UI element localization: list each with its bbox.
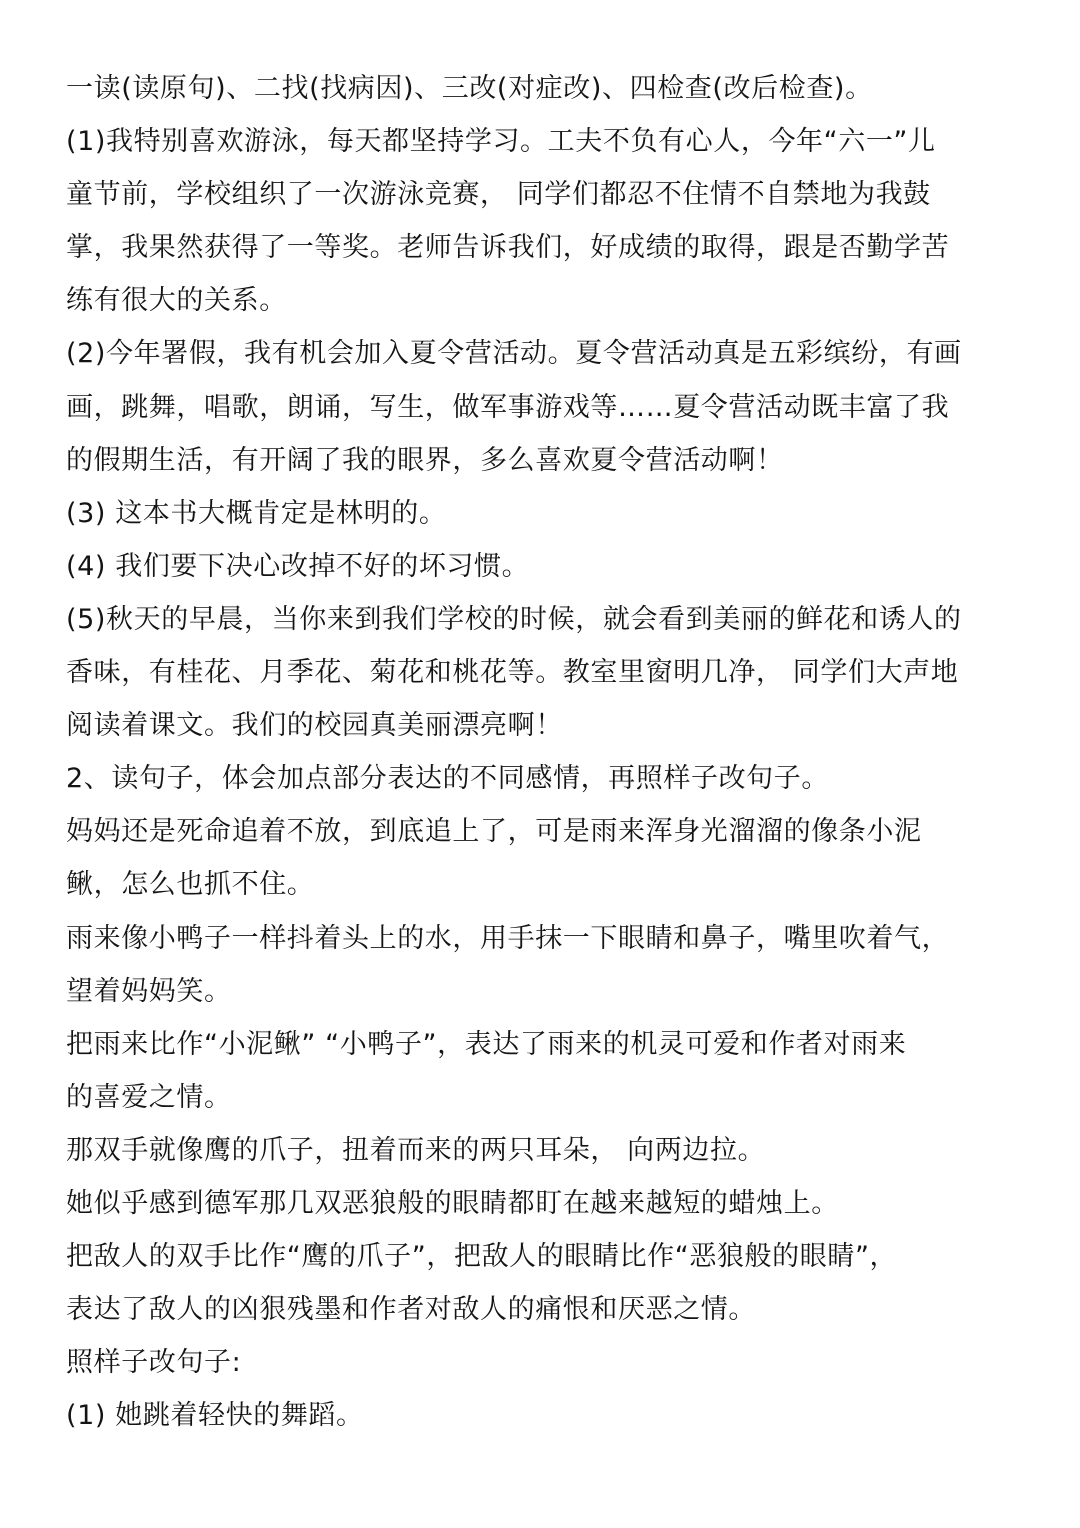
text-line: 画，跳舞，唱歌，朗诵，写生，做军事游戏等……夏令营活动既丰富了我	[66, 391, 950, 423]
text-line: 阅读着课文。我们的校园真美丽漂亮啊！	[66, 710, 563, 742]
text-line: 她似乎感到德军那几双恶狼般的眼睛都盯在越来越短的蜡烛上。	[66, 1187, 839, 1219]
document-text	[66, 62, 1016, 1442]
text-line: 的假期生活，有开阔了我的眼界，多么喜欢夏令营活动啊！	[66, 444, 784, 476]
text-line: 一读(读原句)、二找(找病因)、三改(对症改)、四检查(改后检查)。	[66, 73, 873, 104]
text-line: 把雨来比作“小泥鳅” “小鸭子”，表达了雨来的机灵可爱和作者对雨来	[66, 1028, 907, 1060]
text-line: 掌，我果然获得了一等奖。老师告诉我们，好成绩的取得，跟是否勤学苦	[66, 232, 950, 264]
text-line: (4) 我们要下决心改掉不好的坏习惯。	[66, 550, 530, 582]
text-line: 那双手就像鹰的爪子，扭着而来的两只耳朵， 向两边拉。	[66, 1134, 766, 1166]
text-line: 表达了敌人的凶狠残墨和作者对敌人的痛恨和厌恶之情。	[66, 1294, 756, 1326]
text-line: 妈妈还是死命追着不放，到底追上了，可是雨来浑身光溜溜的像条小泥	[66, 816, 922, 848]
text-line: (2)今年署假，我有机会加入夏令营活动。夏令营活动真是五彩缤纷，有画	[66, 338, 962, 370]
text-line: 望着妈妈笑。	[66, 975, 232, 1007]
text-line: 练有很大的关系。	[66, 285, 287, 317]
text-line: 香味，有桂花、月季花、菊花和桃花等。教室里窗明几净， 同学们大声地	[66, 657, 959, 689]
text-line: (1)我特别喜欢游泳，每天都坚持学习。工夫不负有心人，今年“六一”儿	[66, 126, 936, 158]
text-line: (5)秋天的早晨，当你来到我们学校的时候，就会看到美丽的鲜花和诱人的	[66, 603, 962, 635]
text-line: 雨来像小鸭子一样抖着头上的水，用手抹一下眼睛和鼻子，嘴里吹着气，	[66, 922, 950, 954]
text-line: 鳅，怎么也抓不住。	[66, 869, 315, 901]
text-line: 童节前，学校组织了一次游泳竞赛， 同学们都忍不住情不自禁地为我鼓	[66, 179, 931, 211]
text-line: 把敌人的双手比作“鹰的爪子”，把敌人的眼睛比作“恶狼般的眼睛”，	[66, 1241, 898, 1273]
text-line: 照样子改句子:	[66, 1347, 242, 1379]
text-line: (3) 这本书大概肯定是林明的。	[66, 497, 447, 529]
text-line: 2、读句子，体会加点部分表达的不同感情，再照样子改句子。	[66, 763, 829, 795]
text-line: 的喜爱之情。	[66, 1081, 232, 1113]
text-line: (1) 她跳着轻快的舞蹈。	[66, 1400, 364, 1432]
